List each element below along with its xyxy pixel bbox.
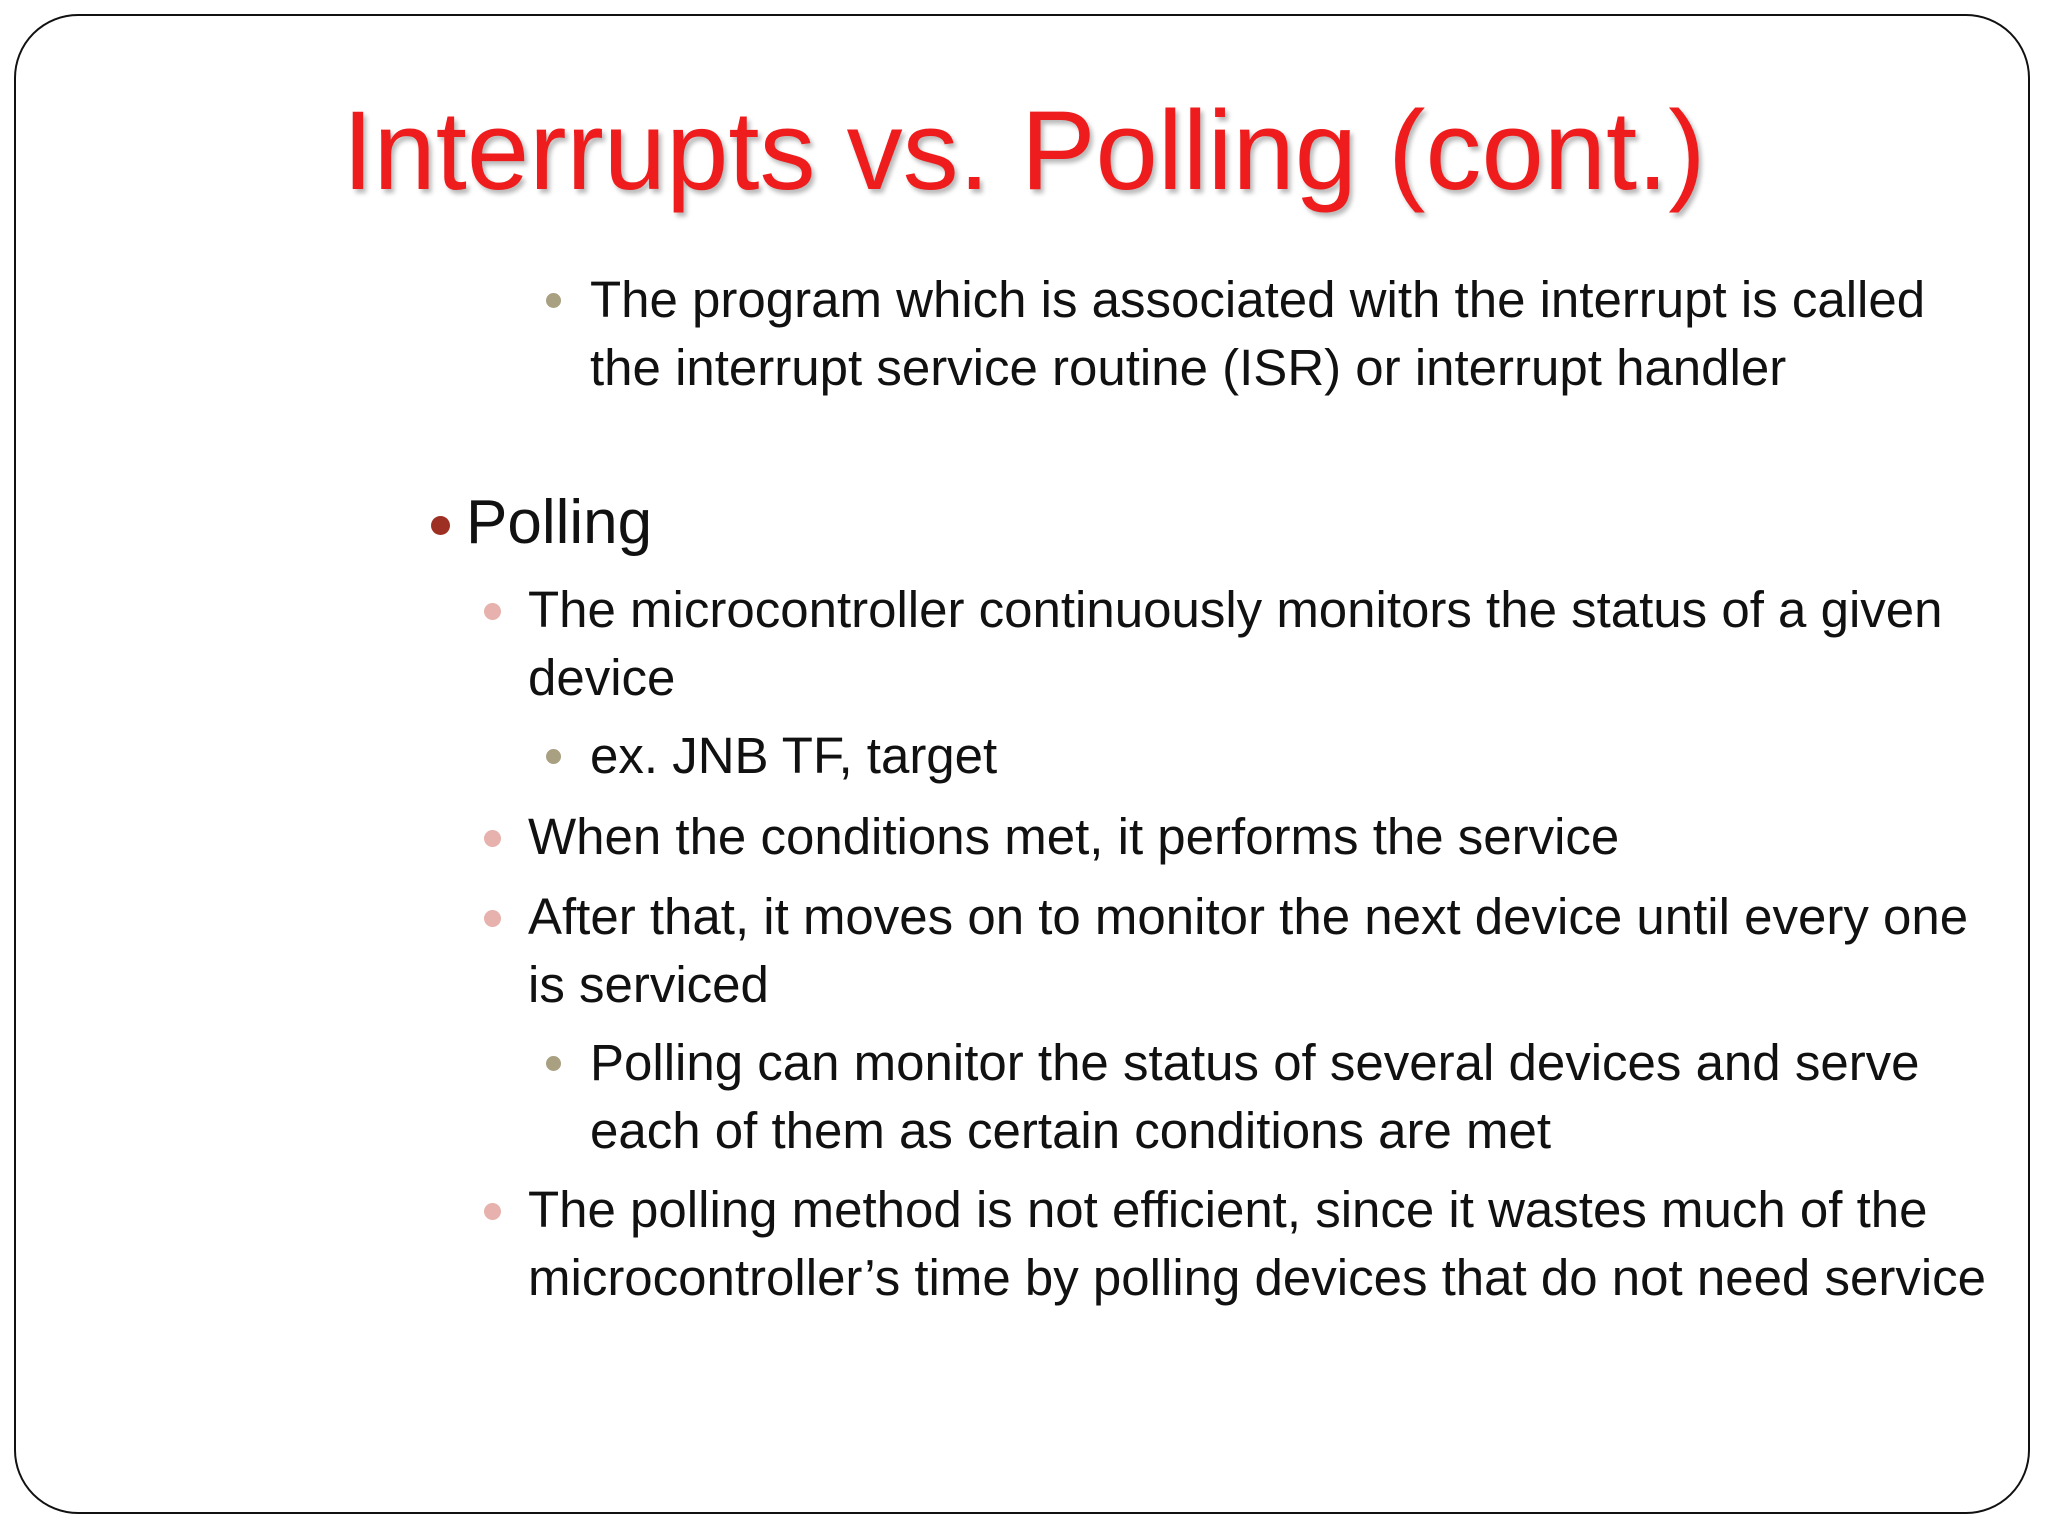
bullet-conditions-met bbox=[528, 803, 2018, 871]
slide-frame bbox=[14, 14, 2030, 1514]
slide-title: Interrupts vs. Polling (cont.) bbox=[342, 88, 1706, 213]
bullet-several-devices bbox=[590, 1029, 2010, 1165]
bullet-text: After that, it moves on to monitor the next device until every one is serviced bbox=[528, 888, 1969, 1013]
bullet-text: Polling bbox=[466, 488, 653, 557]
bullet-dot-icon bbox=[431, 516, 450, 535]
bullet-continuous-monitoring bbox=[528, 576, 2018, 712]
bullet-not-efficient bbox=[528, 1176, 2018, 1312]
bullet-dot-icon bbox=[484, 603, 501, 620]
bullet-example-jnb bbox=[590, 722, 2010, 790]
bullet-dot-icon bbox=[546, 749, 561, 764]
bullet-dot-icon bbox=[484, 1203, 501, 1220]
bullet-text: Polling can monitor the status of several devices and serve each of them as certain conditions are met bbox=[590, 1034, 1920, 1159]
bullet-dot-icon bbox=[546, 293, 561, 308]
bullet-text: ex. JNB TF, target bbox=[590, 727, 998, 784]
bullet-text: The microcontroller continuously monitors the status of a given device bbox=[528, 581, 1943, 706]
slide-body bbox=[16, 16, 2030, 1514]
bullet-polling-heading bbox=[466, 488, 1966, 558]
bullet-dot-icon bbox=[484, 830, 501, 847]
bullet-dot-icon bbox=[484, 910, 501, 927]
bullet-next-device bbox=[528, 883, 2018, 1019]
bullet-isr-definition bbox=[590, 266, 2010, 402]
bullet-text: When the conditions met, it performs the service bbox=[528, 808, 1620, 865]
bullet-text: The polling method is not efficient, since it wastes much of the microcontroller’s time by polling devices that do not need service bbox=[528, 1181, 1987, 1306]
bullet-dot-icon bbox=[546, 1056, 561, 1071]
bullet-text: The program which is associated with the interrupt is called the interrupt service routine (ISR) or interrupt handler bbox=[590, 271, 1926, 396]
